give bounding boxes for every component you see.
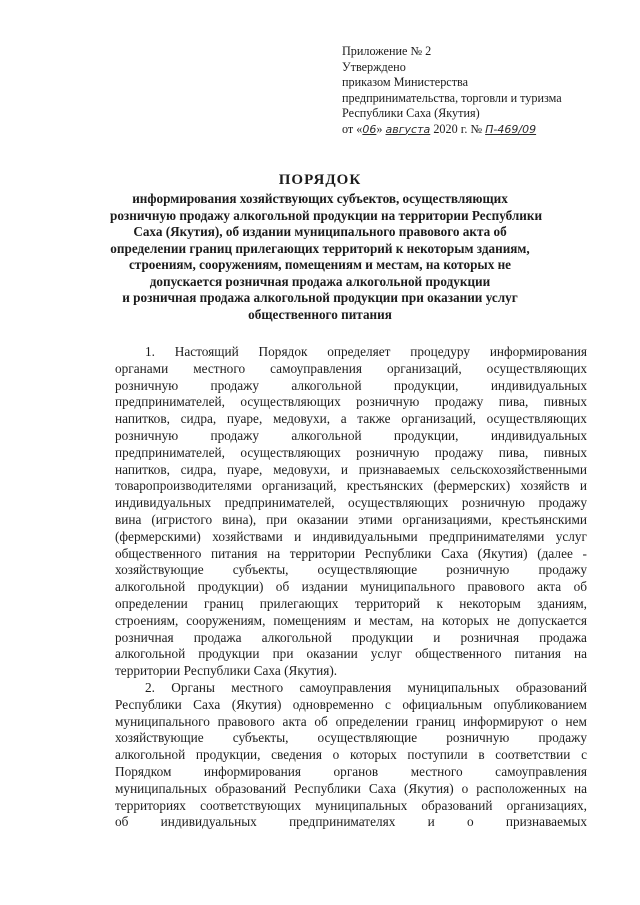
subtitle-line: определении границ прилегающих территорий к некоторым зданиям, bbox=[110, 240, 530, 256]
handwritten-day: 06 bbox=[362, 122, 377, 136]
body-text-line: 2. Органы местного самоуправления муниципальных образований bbox=[145, 679, 587, 695]
appendix-line: Утверждено bbox=[342, 59, 406, 74]
body-text-line: предпринимателей, осуществляющих розничную продажу пива, пивных bbox=[115, 394, 587, 410]
appendix-line: Республики Саха (Якутия) bbox=[342, 106, 480, 120]
body-text-line: Порядком информирования органов местного самоуправления bbox=[115, 763, 587, 779]
body-text-line: территории Республики Саха (Якутия). bbox=[115, 663, 338, 679]
appendix-line: предпринимательства, торговли и туризма bbox=[342, 90, 562, 105]
subtitle-line: информирования хозяйствующих субъектов, осуществляющих bbox=[132, 191, 508, 206]
body-text-line: предпринимателей, осуществляющих розничную продажу пива, пивных bbox=[115, 444, 587, 460]
body-text-line: хозяйствующие субъекты, осуществляющие розничную продажу bbox=[115, 730, 587, 746]
subtitle-line: и розничная продажа алкогольной продукции при оказании услуг bbox=[122, 290, 518, 305]
body-text-line: об индивидуальных предпринимателях и о признаваемых bbox=[115, 814, 587, 830]
body-text-line: напитков, сидра, пуаре, медовухи, а также организаций, осуществляющих bbox=[115, 411, 587, 427]
handwritten-month: августа bbox=[385, 122, 431, 136]
body-text-line: алкогольной продукции при оказании услуг общественного питания на bbox=[115, 646, 587, 662]
body-text-line: товаропроизводителями организаций, крестьянских (фермерских) хозяйств и bbox=[115, 478, 587, 494]
body-text-line: алкогольной продукции) об издании муниципального правового акта об bbox=[115, 579, 587, 595]
date-mid: » bbox=[376, 121, 386, 136]
body-text-line: розничную продажу алкогольной продукции, индивидуальных bbox=[115, 427, 587, 443]
body-text-line: Республики Саха (Якутия) одновременно с официальным опубликованием bbox=[115, 696, 587, 712]
body-text-line: 1. Настоящий Порядок определяет процедуру информирования bbox=[145, 344, 587, 359]
appendix-line: Приложение № 2 bbox=[342, 44, 432, 58]
body-text-line: розничную продажу алкогольной продукции, индивидуальных bbox=[115, 377, 587, 393]
body-text-line: розничная продажа алкогольной продукции и розничная продажа bbox=[115, 629, 587, 645]
body-text-line: строениям, сооружениям, помещениям и местам, на которых не допускается bbox=[115, 612, 587, 628]
subtitle-line: допускается розничная продажа алкогольной продукции bbox=[149, 273, 491, 289]
body-text-line: муниципальных образований Республики Саха (Якутия) о расположенных на bbox=[115, 780, 587, 796]
body-text-line: территориях соответствующих муниципальных образований организациях, bbox=[115, 797, 587, 813]
body-text-line: органами местного самоуправления организаций, осуществляющих bbox=[115, 360, 587, 376]
document-subtitle bbox=[110, 191, 543, 323]
body-text-line: индивидуальных предпринимателей, осуществляющих розничную продажу bbox=[115, 495, 587, 511]
body-text-line: общественного питания на территории Республики Саха (Якутия) (далее - bbox=[115, 545, 587, 561]
appendix-line: приказом Министерства bbox=[342, 75, 469, 89]
body-text-line: напитков, сидра, пуаре, медовухи, и признаваемых сельскохозяйственными bbox=[115, 461, 587, 477]
document-heading bbox=[110, 170, 543, 323]
body-text-line: алкогольной продукции, сведения о которых поступили в соответствии с bbox=[115, 747, 587, 763]
subtitle-line: Саха (Якутия), об издании муниципального правового акта об bbox=[133, 224, 507, 239]
body-text-line: (фермерскими) хозяйствами и индивидуальными предпринимателями услуг bbox=[115, 528, 587, 544]
body-text-line: муниципального правового акта об определении границ информируют о нем bbox=[115, 713, 587, 729]
date-prefix: от « bbox=[342, 121, 363, 136]
subtitle-line: строениям, сооружениям, помещениям и местам, на которых не bbox=[128, 257, 512, 272]
subtitle-line: общественного питания bbox=[248, 306, 392, 322]
body-text-line: хозяйствующие субъекты, осуществляющие розничную продажу bbox=[115, 562, 587, 578]
document-body bbox=[115, 344, 587, 831]
handwritten-order-number: П-469/09 bbox=[485, 122, 537, 136]
body-text-line: вина (игристого вина), при оказании этими организациями, крестьянскими bbox=[115, 511, 587, 527]
date-year: 2020 г. № bbox=[430, 121, 486, 136]
document-title: ПОРЯДОК bbox=[278, 172, 362, 188]
subtitle-line: розничную продажу алкогольной продукции на территории Республики bbox=[110, 207, 543, 223]
appendix-approval-block bbox=[342, 44, 632, 137]
order-date-line bbox=[342, 122, 632, 138]
body-text-line: определении границ прилегающих территорий к некоторым зданиям, bbox=[115, 595, 587, 611]
